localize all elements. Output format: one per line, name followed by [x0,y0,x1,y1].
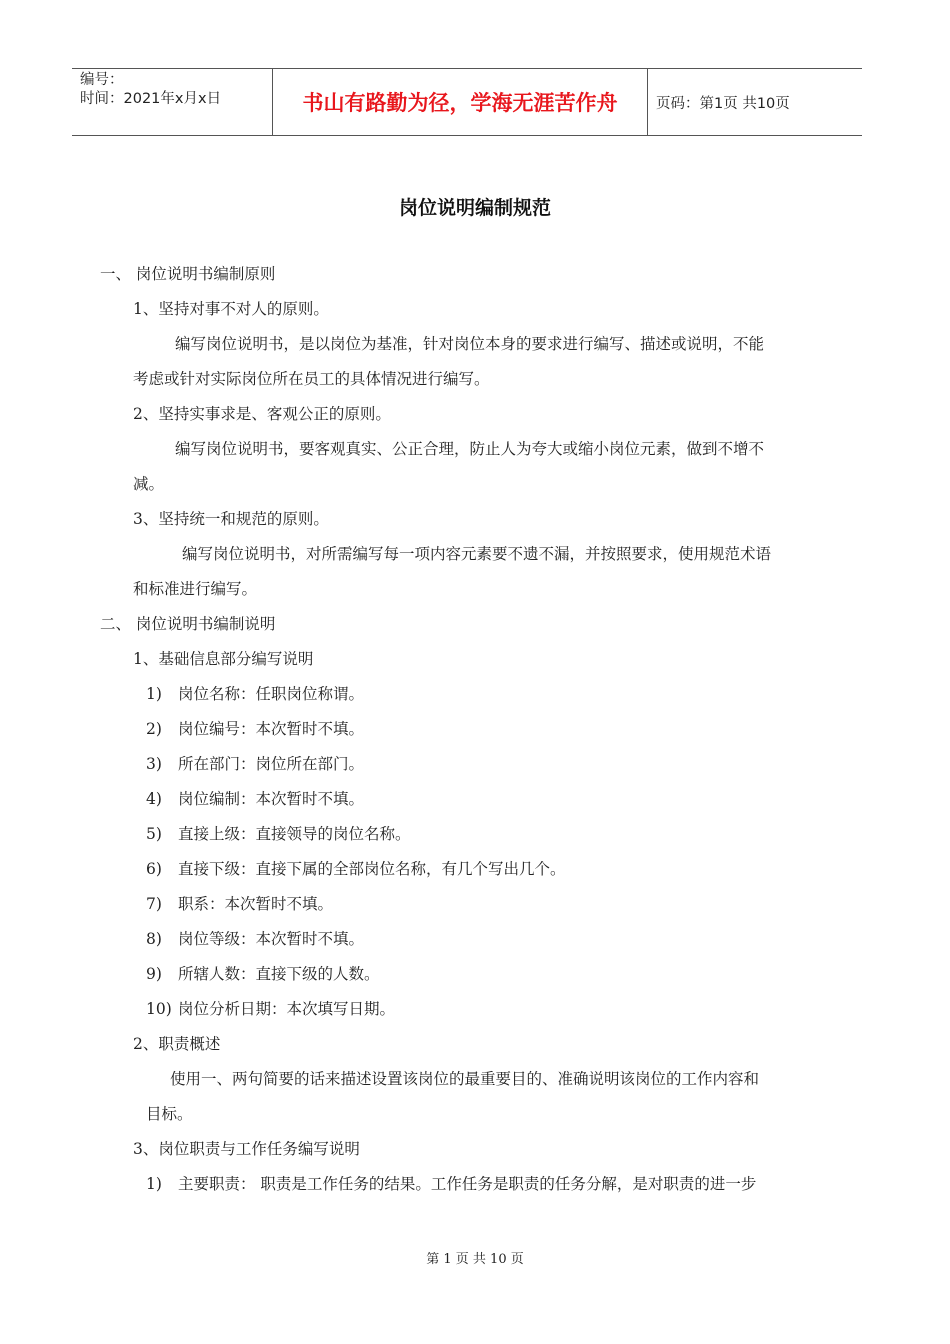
section-2-heading: 二、 岗位说明书编制说明 [100,615,276,633]
list-item [146,719,364,739]
header-motto: 书山有路勤为径，学海无涯苦作舟 [302,91,618,115]
header-info-cell [72,69,273,135]
list-item-number: 7) [146,895,162,913]
list-item [146,859,566,879]
duty-summary-body-line-1: 使用一、两句简要的话来描述设置该岗位的最重要目的、准确说明该岗位的工作内容和 [170,1070,760,1088]
page-footer: 第 1 页 共 10 页 [426,1252,524,1267]
header-page-info: 页码：第1页 共10页 [656,95,790,112]
principle-1-body-line-2: 考虑或针对实际岗位所在员工的具体情况进行编写。 [133,370,490,388]
list-item [146,684,364,704]
list-item [146,894,333,914]
principle-2-body-line-2: 减。 [133,475,165,493]
list-item [146,929,364,949]
document-header [72,68,862,136]
list-item [146,1174,756,1194]
document-title: 岗位说明编制规范 [398,197,551,219]
principle-2-heading: 2、坚持实事求是、客观公正的原则。 [133,405,391,423]
list-item-text: 直接下级：直接下属的全部岗位名称，有几个写出几个。 [178,860,566,878]
list-item-text: 岗位编制：本次暂时不填。 [178,790,365,808]
list-item-text: 主要职责： 职责是工作任务的结果。工作任务是职责的任务分解，是对职责的进一步 [178,1175,757,1193]
principle-2-body-line-1: 编写岗位说明书，要客观真实、公正合理，防止人为夸大或缩小岗位元素，做到不增不 [175,440,765,458]
list-item-number: 9) [146,965,162,983]
basic-info-heading: 1、基础信息部分编写说明 [133,650,314,668]
header-motto-cell [273,69,648,135]
list-item-number: 1) [146,1175,162,1193]
list-item-number: 3) [146,755,162,773]
serial-number-label: 编号： [80,72,124,88]
list-item-number: 10) [146,1000,172,1018]
duty-summary-body-line-2: 目标。 [146,1105,193,1123]
list-item-number: 1) [146,685,162,703]
time-label: 时间：2021年x月x日 [80,91,222,107]
list-item [146,754,364,774]
list-item-text: 所在部门：岗位所在部门。 [178,755,365,773]
list-item-text: 直接上级：直接领导的岗位名称。 [178,825,411,843]
list-item-number: 2) [146,720,162,738]
list-item-number: 5) [146,825,162,843]
duties-tasks-heading: 3、岗位职责与工作任务编写说明 [133,1140,360,1158]
list-item [146,824,411,844]
list-item-text: 岗位分析日期：本次填写日期。 [178,1000,396,1018]
principle-3-body-line-2: 和标准进行编写。 [133,580,258,598]
list-item [146,789,364,809]
principle-1-heading: 1、坚持对事不对人的原则。 [133,300,329,318]
header-page-cell [648,69,862,135]
list-item-text: 岗位等级：本次暂时不填。 [178,930,365,948]
list-item [146,999,395,1019]
principle-1-body-line-1: 编写岗位说明书，是以岗位为基准，针对岗位本身的要求进行编写、描述或说明，不能 [175,335,765,353]
list-item [146,964,380,984]
list-item-text: 所辖人数：直接下级的人数。 [178,965,380,983]
list-item-number: 8) [146,930,162,948]
principle-3-body-line-1: 编写岗位说明书，对所需编写每一项内容元素要不遗不漏，并按照要求，使用规范术语 [182,545,772,563]
list-item-number: 4) [146,790,162,808]
section-1-heading: 一、 岗位说明书编制原则 [100,265,276,283]
duty-summary-heading: 2、职责概述 [133,1035,221,1053]
principle-3-heading: 3、坚持统一和规范的原则。 [133,510,329,528]
list-item-text: 岗位名称：任职岗位称谓。 [178,685,365,703]
list-item-text: 岗位编号：本次暂时不填。 [178,720,365,738]
list-item-number: 6) [146,860,162,878]
list-item-text: 职系：本次暂时不填。 [178,895,334,913]
